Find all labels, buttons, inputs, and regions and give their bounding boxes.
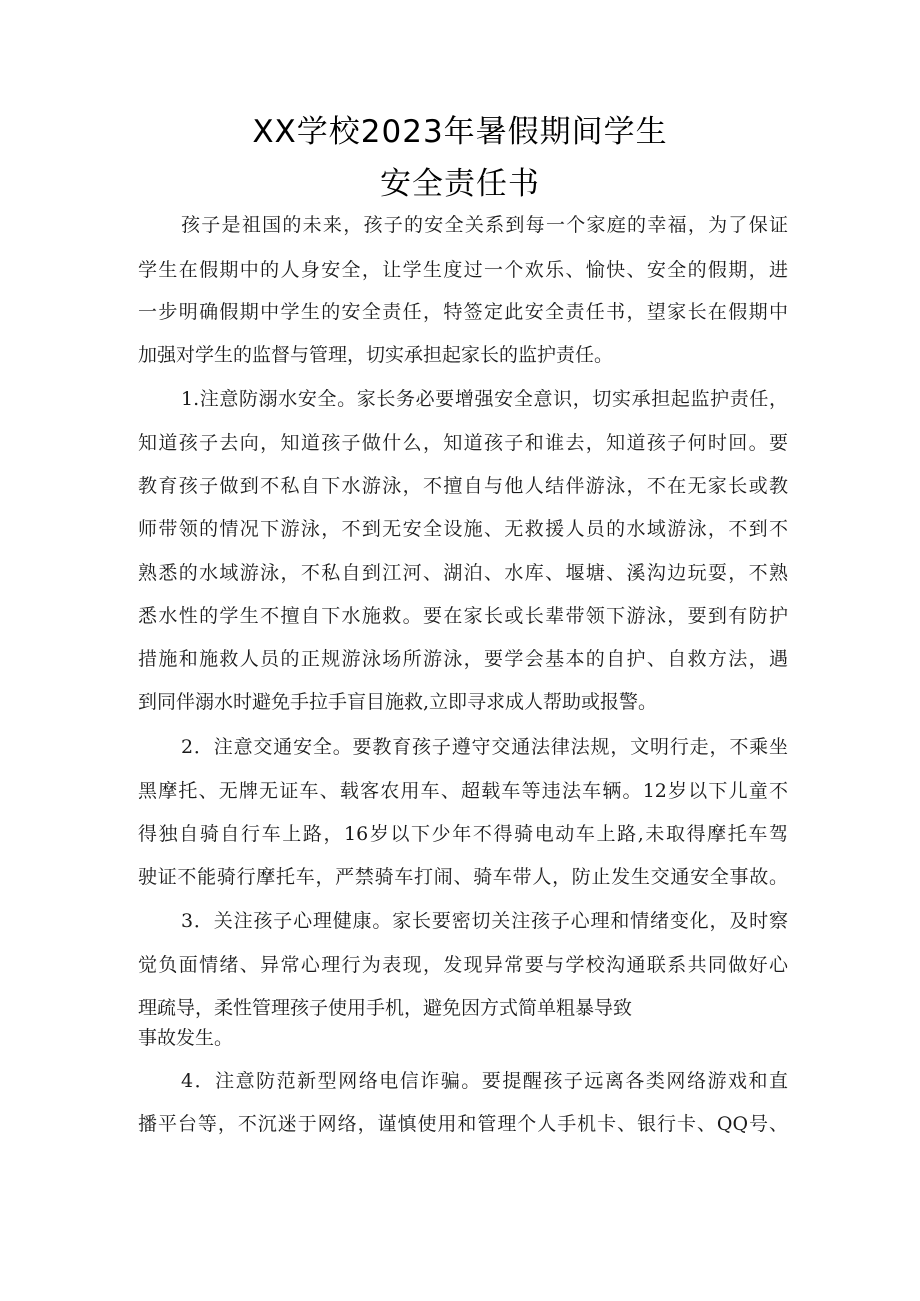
- paragraph-line: 理疏导，柔性管理孩子使用手机，避免因方式简单粗暴导致: [138, 997, 633, 1019]
- paragraph-line: 3．关注孩子心理健康。家长要密切关注孩子心理和情绪变化，及时察: [181, 910, 788, 932]
- paragraph-line: 4．注意防范新型网络电信诈骗。要提醒孩子远离各类网络游戏和直: [181, 1070, 788, 1092]
- paragraph-line: 播平台等，不沉迷于网络，谨慎使用和管理个人手机卡、银行卡、QQ号、: [138, 1113, 788, 1135]
- paragraph-line: 事故发生。: [138, 1027, 234, 1049]
- paragraph-line: 一步明确假期中学生的安全责任，特签定此安全责任书，望家长在假期中: [138, 301, 788, 323]
- paragraph-line: 到同伴溺水时避免手拉手盲目施救,立即寻求成人帮助或报警。: [138, 691, 658, 713]
- paragraph-line: 知道孩子去向，知道孩子做什么，知道孩子和谁去，知道孩子何时回。要: [138, 432, 788, 454]
- paragraph-line: 悉水性的学生不擅自下水施救。要在家长或长辈带领下游泳，要到有防护: [138, 605, 788, 627]
- paragraph-line: 驶证不能骑行摩托车，严禁骑车打闹、骑车带人，防止发生交通安全事故。: [138, 866, 788, 888]
- paragraph-line: 1.注意防溺水安全。家长务必要增强安全意识，切实承担起监护责任，: [181, 388, 788, 410]
- document-title: XX学校2023年暑假期间学生: [252, 114, 668, 150]
- document-subtitle: 安全责任书: [380, 166, 540, 202]
- paragraph-line: 觉负面情绪、异常心理行为表现，发现异常要与学校沟通联系共同做好心: [138, 954, 788, 976]
- paragraph-line: 孩子是祖国的未来，孩子的安全关系到每一个家庭的幸福，为了保证: [181, 214, 788, 236]
- paragraph-line: 2．注意交通安全。要教育孩子遵守交通法律法规，文明行走，不乘坐: [181, 736, 788, 758]
- paragraph-line: 加强对学生的监督与管理，切实承担起家长的监护责任。: [138, 344, 614, 366]
- paragraph-line: 熟悉的水域游泳，不私自到江河、湖泊、水库、堰塘、溪沟边玩耍，不熟: [138, 562, 788, 584]
- paragraph-line: 得独自骑自行车上路，16岁以下少年不得骑电动车上路,未取得摩托车驾: [138, 823, 788, 845]
- paragraph-line: 学生在假期中的人身安全，让学生度过一个欢乐、愉快、安全的假期，进: [138, 259, 788, 281]
- paragraph-line: 教育孩子做到不私自下水游泳，不擅自与他人结伴游泳，不在无家长或教: [138, 475, 788, 497]
- paragraph-line: 措施和施救人员的正规游泳场所游泳，要学会基本的自护、自救方法，遇: [138, 648, 788, 670]
- paragraph-line: 师带领的情况下游泳，不到无安全设施、无救援人员的水域游泳，不到不: [138, 518, 788, 540]
- paragraph-line: 黑摩托、无牌无证车、载客农用车、超载车等违法车辆。12岁以下儿童不: [138, 780, 788, 802]
